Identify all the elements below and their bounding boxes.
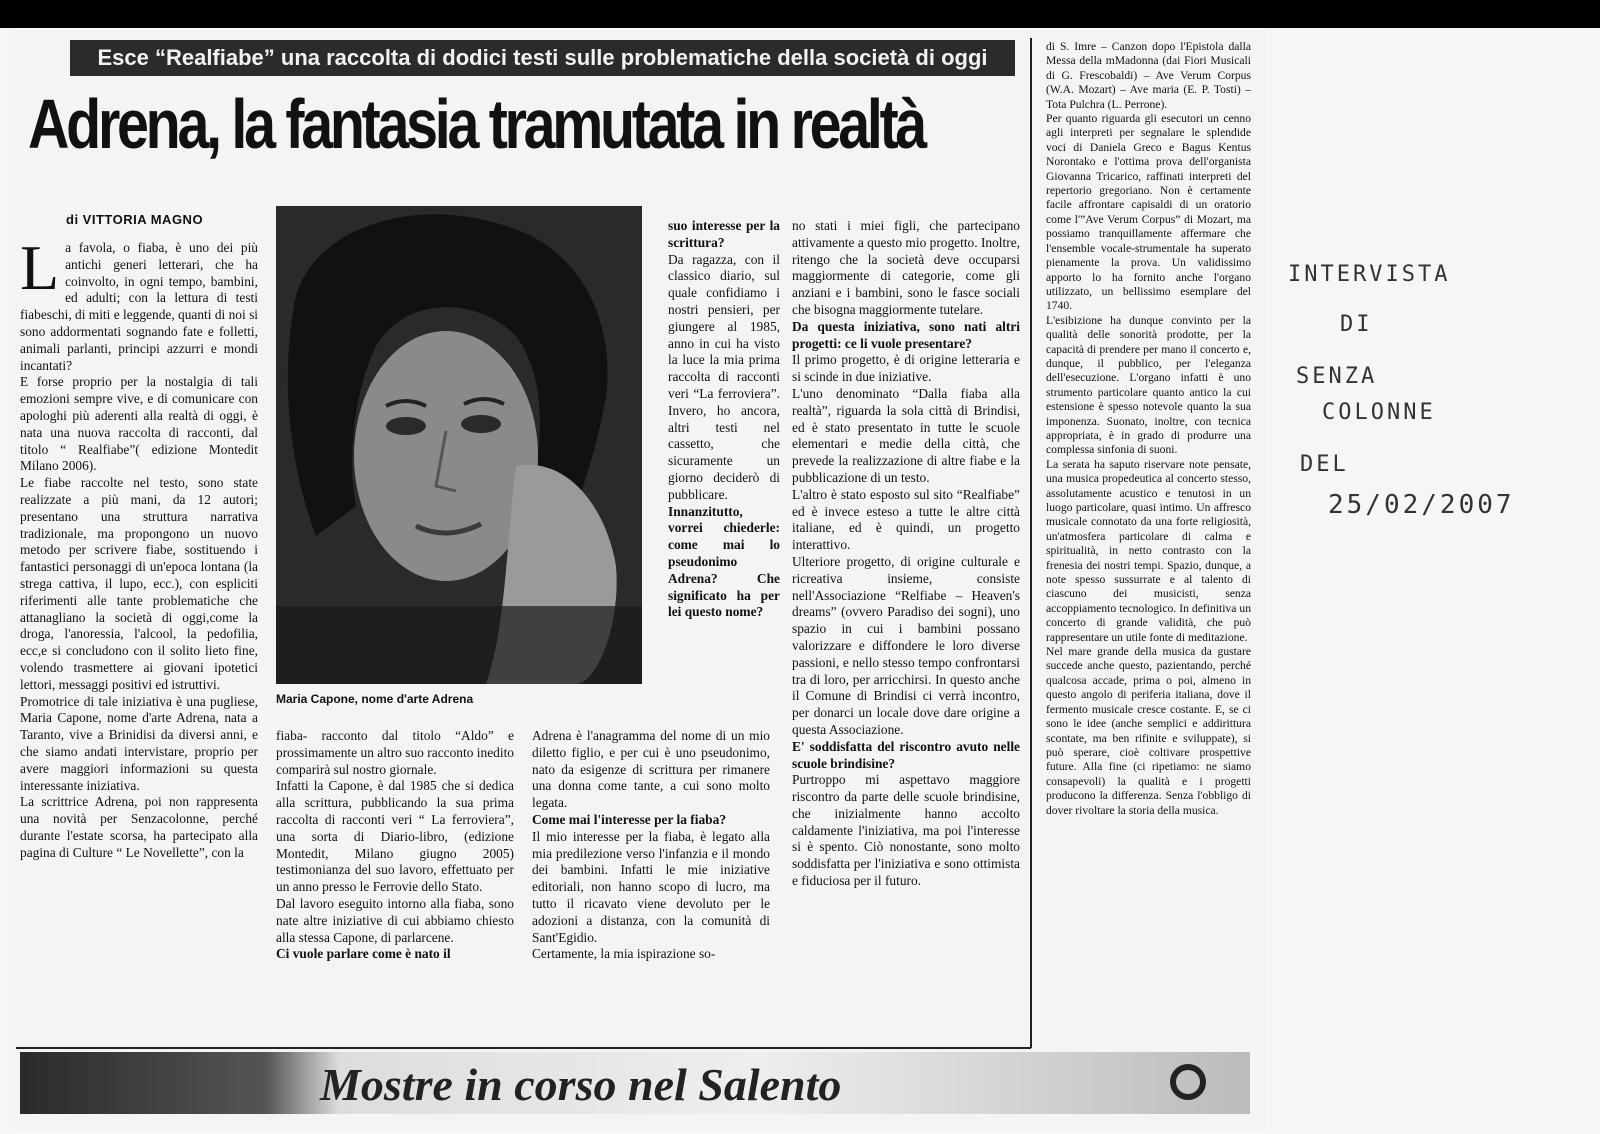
kicker-banner: Esce “Realfiabe” una raccolta di dodici testi sulle problematiche della società di oggi <box>70 40 1015 76</box>
handwritten-note-line: INTERVISTA <box>1288 262 1451 287</box>
article-column-3-bottom <box>532 728 770 963</box>
paragraph: Adrena è l'anagramma del nome di un mio diletto figlio, e per cui è uno pseudonimo, nato da esigenze di scrittura per rimanere una donna come tante, a cui sono molto legata. <box>532 728 770 811</box>
paragraph: Infatti la Capone, è dal 1985 che si dedica alla scrittura, pubblicando la sua prima raccolta di racconti veri “ La ferroviera”, una sorta di Diario-libro, (edizione Montedit, Milano giugno 2005) testimonianza del suo lavoro, effettuato per un anno presso le Ferrovie dello Stato. <box>276 778 514 895</box>
handwritten-note-line: 25/02/2007 <box>1328 490 1515 520</box>
paragraph: L'esibizione ha dunque convinto per la qualità delle sonorità prodotte, per la capacità di prendere per mano il concerto e, dunque, il pubblico, per l'eleganza dell'esecuzione. L'organo infatti è uno strumento particolare quanto antico la cui estensione è spesso notevole quanto la sua imponenza. Suonato, inoltre, con tecnica appropriata, è in grado di produrre una complessa sinfonia di suoni. <box>1046 313 1251 457</box>
paragraph: Le fiabe raccolte nel testo, sono state realizzate a più mani, da 12 autori; presentano una struttura narrativa tradizionale, ma propongono un nuovo metodo per scrivere fiabe, sostituendo i fantastici personaggi di un'epoca lontana (la strega cattiva, il lupo, ecc.), con espliciti riferimenti alle tante problematiche che attanagliano la società di oggi,come la droga, l'anoressia, l'alcool, la pedofilia, ecc,e si concludono con il solito lieto fine, volendo trasmettere ai giovani ipotetici lettori, messaggi positivi ed istruttivi. <box>20 475 258 692</box>
photo-caption: Maria Capone, nome d'arte Adrena <box>276 692 474 706</box>
byline: di VITTORIA MAGNO <box>66 212 204 227</box>
paragraph: di S. Imre – Canzon dopo l'Epistola dalla Messa della mMadonna (dai Fiori Musicali di G. Frescobaldi) – Ave Verum Corpus (W.A. Mozart) – Ave maria (E. P. Tosti) – Tota Pulchra (L. Perrone). <box>1046 40 1251 111</box>
handwritten-note-line: SENZA <box>1296 364 1378 389</box>
handwritten-note-line: COLONNE <box>1322 400 1436 425</box>
drop-cap: L <box>20 232 60 303</box>
article-column-3-top <box>668 218 780 621</box>
paragraph: Nel mare grande della musica da gustare succede anche questo, pazientando, perché qualcosa accade, prima o poi, almeno in questo angolo di periferia italiana, dove il fermento musicale cresce costante. E, se ci sono le idee (anche semplici e addirittura scontate, ma ben rifinite e sviluppate), si può sperare, cioè coltivare prospettive future. Alla fine (ci ripetiamo: ne siamo consapevoli) la qualità e i progetti producono la differenza. Senza l'obbligo di dover rivoltare la storia della musica. <box>1046 645 1251 817</box>
article-column-4 <box>792 218 1020 890</box>
paragraph: Purtroppo mi aspettavo maggiore riscontro da parte delle scuole brindisine, che inizialmente hanno accolto caldamente l'iniziativa, ma poi l'interesse si è spento. Ciò nonostante, sono molto soddisfatta per l'iniziativa e sono ottimista e fiduciosa per il futuro. <box>792 772 1020 889</box>
paragraph: Per quanto riguarda gli esecutori un cenno agli interpreti per segnalare le splendide voci di Daniela Greco e Bagus Kentus Norontako e l'ottima prova dell'organista Giovanna Tricarico, raffinati interpreti del repertorio gregoriano. Non è certamente facile affrontare capisaldi di un oratorio come l'”Ave Verum Corpus” di Mozart, ma possiamo tranquillamente affermare che l'ensemble vocale-strumentale ha superato pienamente la prova. Un validissimo apporto lo ha fornito anche l'organo utilizzato, un bellissimo esemplare del 1740. <box>1046 112 1251 313</box>
interview-question: Ci vuole parlare come è nato il <box>276 946 451 962</box>
paragraph: Dal lavoro eseguito intorno alla fiaba, sono nate altre iniziative di cui abbiamo chiesto alla stessa Capone, di parlarcene. <box>276 895 514 945</box>
handwritten-note-line: DI <box>1340 312 1373 337</box>
paragraph: La scrittrice Adrena, poi non rappresenta una novità per Senzacolonne, perché durante l'estate scorsa, ha partecipato alla pagina di Culture “ Le Novellette”, con la <box>20 794 258 860</box>
interview-question: Innanzitutto, vorrei chiederle: come mai lo pseudonimo Adrena? Che significato ha per lei questo nome? <box>668 503 780 620</box>
paragraph: Il mio interesse per la fiaba, è legato alla mia predilezione verso l'infanzia e il mondo dei bambini. Infatti le mie iniziative editoriali, non hanno scopo di lucro, ma tutto il ricavato viene devoluto per le adozioni a distanza, con la comunità di Sant'Egidio. <box>532 828 770 945</box>
bottom-rule <box>16 1047 1031 1049</box>
paragraph: Promotrice di tale iniziativa è una pugliese, Maria Capone, nome d'arte Adrena, nata a Taranto, vive a Brinidisi da diversi anni, e che siamo andati intervistare, proprio per avere maggiori informazioni su questa interessante iniziativa. <box>20 693 258 793</box>
paragraph: L'altro è stato esposto sul sito “Realfiabe” ed è invece esteso a tutte le altre città italiane, ed è quindi, un progetto interattivo. <box>792 486 1020 553</box>
article-column-2 <box>276 728 514 963</box>
handwritten-note-line: DEL <box>1300 452 1349 477</box>
interview-question: Da questa iniziativa, sono nati altri progetti: ce li vuole presentare? <box>792 318 1020 351</box>
paragraph: E forse proprio per la nostalgia di tali emozioni sempre vive, e di comunicare con apologhi più aderenti alla realtà di oggi, è nata una nuova raccolta di racconti, dal titolo “ Realfiabe”( edizione Montedit Milano 2006). <box>20 374 258 474</box>
headline: Adrena, la fantasia tramutata in realtà <box>28 85 925 163</box>
interview-question: E' soddisfatta del riscontro avuto nelle scuole brindisine? <box>792 738 1020 771</box>
column-divider <box>1030 38 1032 1048</box>
paragraph: no stati i miei figli, che partecipano attivamente a questo mio progetto. Inoltre, ritengo che la società deve occuparsi maggiormente di categorie, come gli anziani e i bambini, sono le fasce sociali che bisogna maggiormente tutelare. <box>792 218 1020 317</box>
paragraph: fiaba- racconto dal titolo “Aldo” e prossimamente un altro suo racconto inedito comparirà sul nostro giornale. <box>276 728 514 777</box>
paragraph: L'uno denominato “Dalla fiaba alla realtà”, riguarda la sola città di Brindisi, ed è stato presentato in tutte le scuole elementari e medie della città, che prevede la realizzazione di altre fiabe e la pubblicazione di un testo. <box>792 385 1020 485</box>
paragraph: La serata ha saputo riservare note pensate, una musica propedeutica al concerto stesso, assolutamente acustico e tenutosi in un luogo particolare, quasi intimo. Un affresco musicale connotato da una forte religiosità, un'atmosfera particolare di calma e spiritualità, in netto contrasto con la frenesia dei nostri tempi. Spazio, dunque, a note spesso sussurrate e al talento di ciascuno dei musicisti, senza accoppiamento tecnologico. In definitiva un concerto di grande validità, che può rappresentare un utile fonte di meditazione. <box>1046 457 1251 644</box>
portrait-illustration <box>276 206 642 684</box>
paragraph: a favola, o fiaba, è uno dei più antichi generi letterari, che ha coinvolto, in ogni tempo, bambini, ed adulti; con la lettura di testi fiabeschi, di miti e leggende, quanti di noi si sono addormentati sognando fate e folletti, animali parlanti, principi azzurri e mondi incantati? <box>20 240 259 373</box>
interview-question: Come mai l'interesse per la fiaba? <box>532 811 727 827</box>
interview-question: suo interesse per la scrittura? <box>668 218 780 250</box>
adjacent-article-column <box>1046 40 1251 818</box>
paragraph: Certamente, la mia ispirazione so- <box>532 946 716 962</box>
magnifier-icon <box>1170 1064 1206 1100</box>
footer-banner-title: Mostre in corso nel Salento <box>320 1059 842 1110</box>
article-column-1 <box>20 232 259 861</box>
portrait-photo <box>276 206 642 684</box>
paragraph: Il primo progetto, è di origine letteraria e si scinde in due iniziative. <box>792 352 1020 385</box>
paragraph: Da ragazza, con il classico diario, sul quale confidiamo i nostri pensieri, per giungere al 1985, anno in cui ha visto la luce la mia prima raccolta di racconti veri “La ferroviera”. Invero, ho ancora, altri testi nel cassetto, che sicuramente un giorno deciderò di pubblicare. <box>668 251 780 502</box>
paragraph: Ulteriore progetto, di origine culturale e ricreativa insieme, consiste nell'Associazione “Relfiabe – Heaven's dreams” (ovvero Paradiso dei sogni), uno spazio in cui i bambini possano valorizzare e diffondere le loro diverse passioni, e nello stesso tempo confrontarsi tra di loro, per arricchirsi. In questo anche il Comune di Brindisi ci verrà incontro, per donarci un locale dove dare origine a questa Associazione. <box>792 553 1020 737</box>
scan-top-band <box>0 0 1600 28</box>
